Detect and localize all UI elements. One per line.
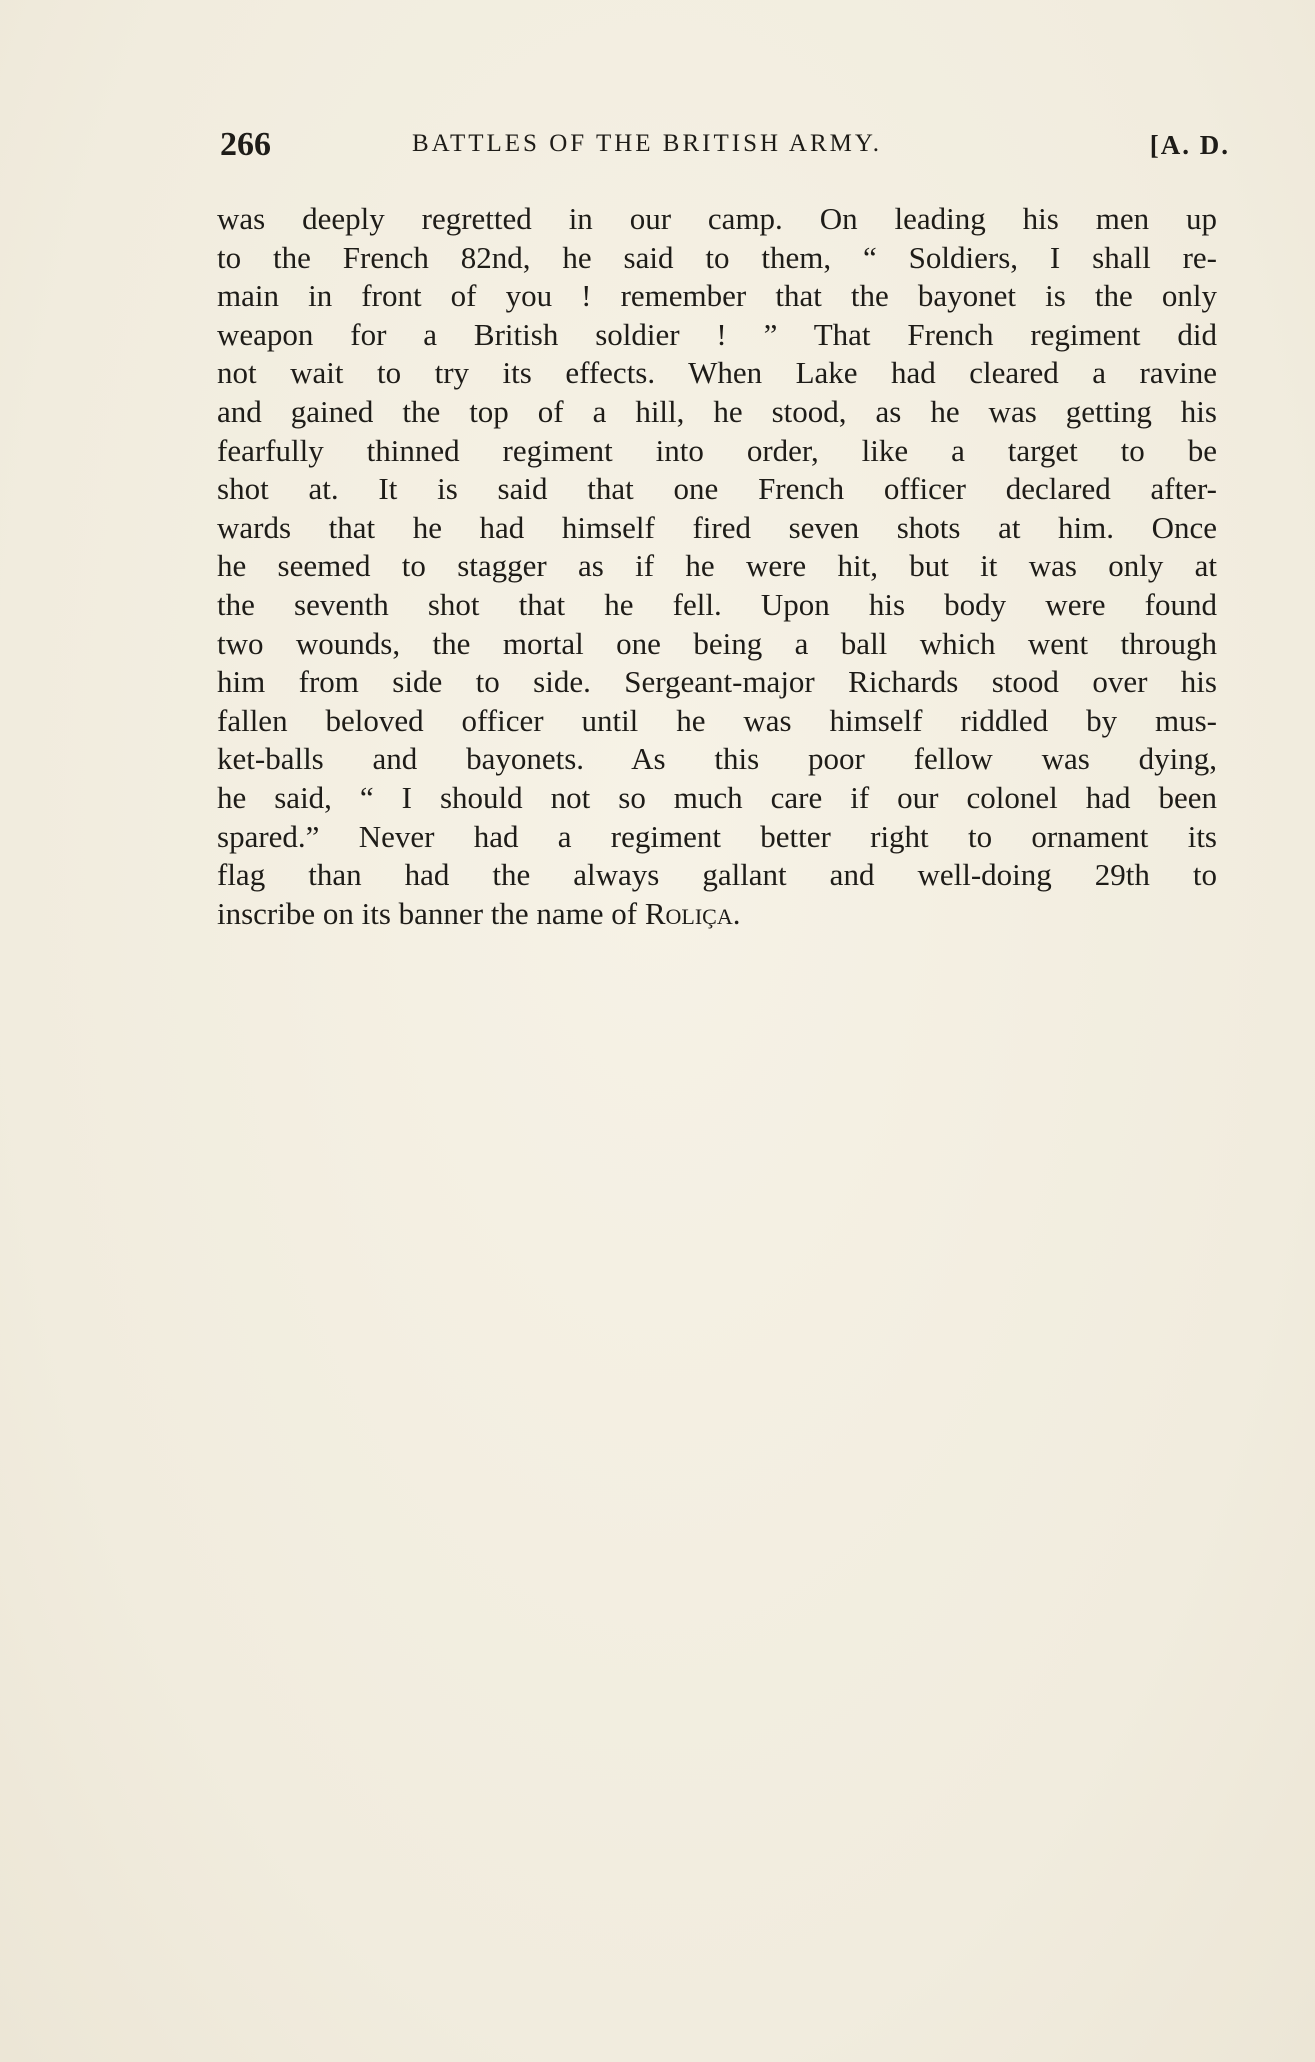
text-line: fearfully thinned regiment into order, like a target to be: [217, 432, 1217, 468]
body-text: [217, 200, 1217, 933]
running-title: BATTLES OF THE BRITISH ARMY.: [412, 130, 882, 157]
text-line-final: [217, 895, 1217, 934]
text-line: him from side to side. Sergeant-major Richards stood over his: [217, 664, 1217, 700]
text-line: ket-balls and bayonets. As this poor fellow was dying,: [217, 741, 1217, 777]
text-line: two wounds, the mortal one being a ball which went through: [217, 625, 1217, 661]
page-number: 266: [220, 126, 271, 163]
text-line: wards that he had himself fired seven shots at him. Once: [217, 509, 1217, 545]
final-line-text: inscribe on its banner the name of: [217, 895, 638, 931]
text-line: and gained the top of a hill, he stood, as he was getting his: [217, 393, 1217, 429]
text-line: was deeply regretted in our camp. On leading his men up: [217, 201, 1217, 236]
place-name: Roliça.: [644, 895, 741, 931]
text-line: flag than had the always gallant and well-doing 29th to: [217, 857, 1217, 893]
running-head: [220, 126, 1230, 170]
text-line: he seemed to stagger as if he were hit, but it was only at: [217, 548, 1217, 584]
text-line: spared.” Never had a regiment better right to ornament its: [217, 818, 1217, 854]
text-line: not wait to try its effects. When Lake had cleared a ravine: [217, 355, 1217, 391]
text-line: the seventh shot that he fell. Upon his body were found: [217, 586, 1217, 622]
text-line: weapon for a British soldier ! ” That French regiment did: [217, 316, 1217, 352]
text-line: shot at. It is said that one French officer declared after-: [217, 471, 1217, 507]
text-line: to the French 82nd, he said to them, “ Soldiers, I shall re-: [217, 239, 1217, 275]
text-line: main in front of you ! remember that the bayonet is the only: [217, 278, 1217, 314]
text-line: he said, “ I should not so much care if our colonel had been: [217, 779, 1217, 815]
text-line: fallen beloved officer until he was himself riddled by mus-: [217, 702, 1217, 738]
date-marker: [A. D.: [1149, 130, 1230, 160]
